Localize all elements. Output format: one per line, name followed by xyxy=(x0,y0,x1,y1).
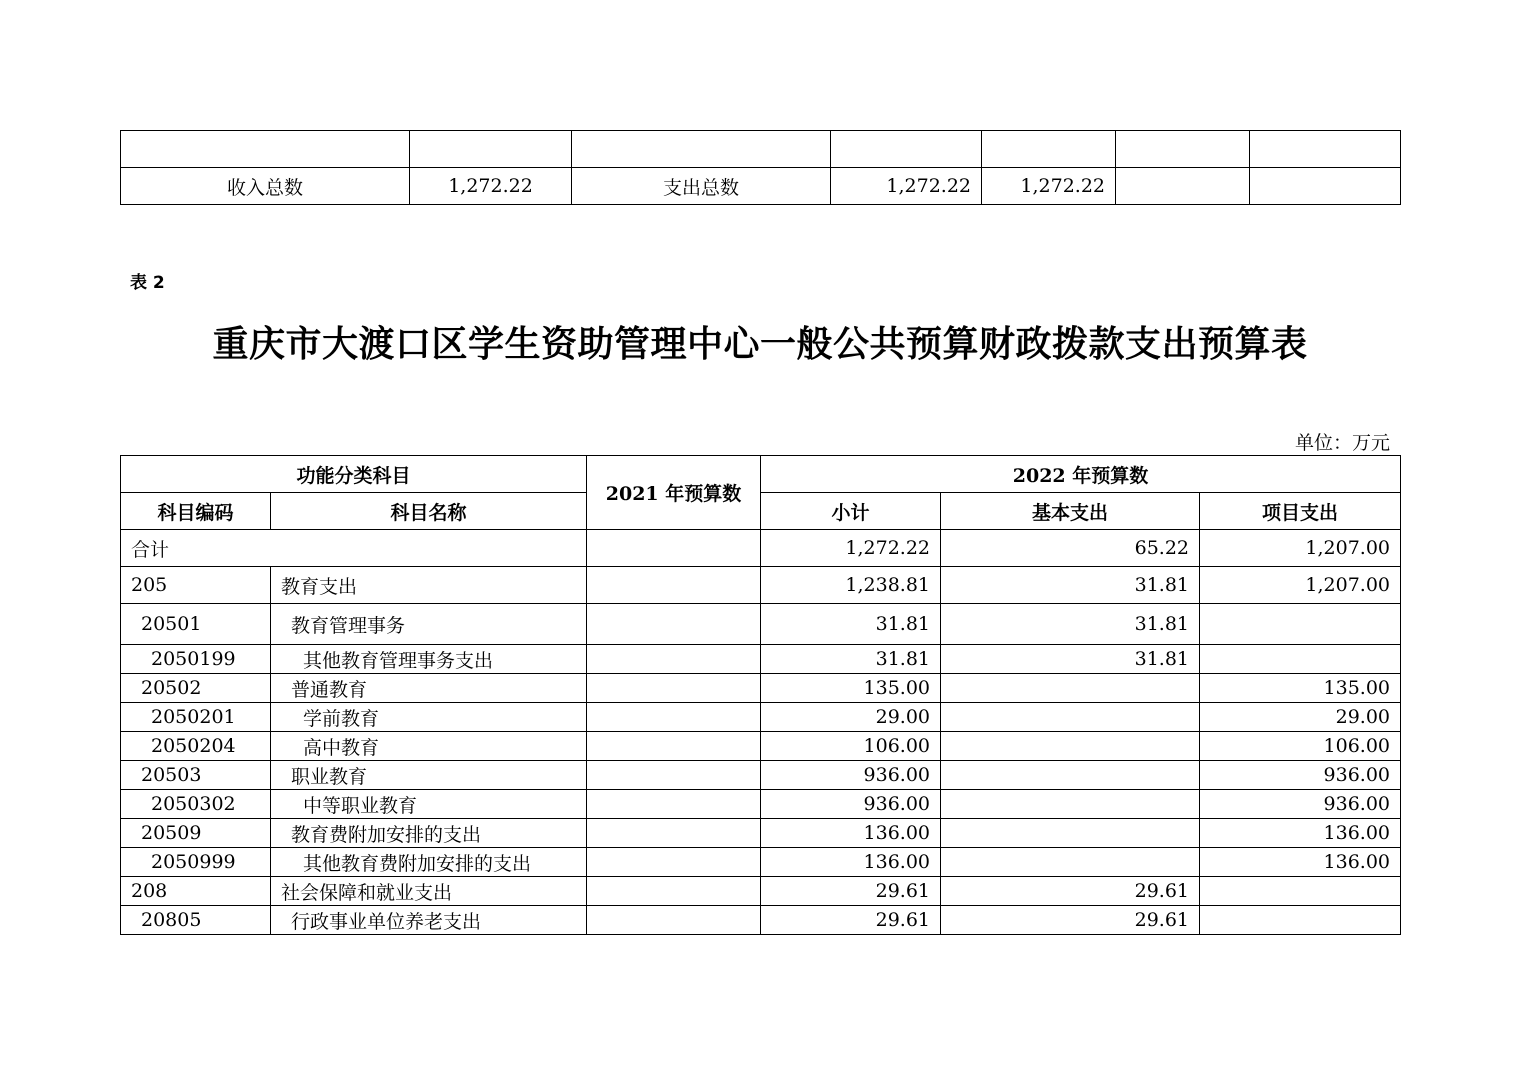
header-func-category: 功能分类科目 xyxy=(121,456,587,493)
row-code: 20502 xyxy=(121,674,271,703)
row-name: 普通教育 xyxy=(271,674,587,703)
row-basic: 31.81 xyxy=(941,567,1200,604)
row-name: 行政事业单位养老支出 xyxy=(271,906,587,935)
row-2021 xyxy=(587,604,761,645)
row-code: 20503 xyxy=(121,761,271,790)
table-row xyxy=(121,790,1401,819)
table-row xyxy=(121,567,1401,604)
expense-total-value-2: 1,272.22 xyxy=(982,168,1116,205)
row-project: 29.00 xyxy=(1200,703,1401,732)
row-code: 2050199 xyxy=(121,645,271,674)
row-2021 xyxy=(587,645,761,674)
row-2021 xyxy=(587,906,761,935)
row-code: 2050999 xyxy=(121,848,271,877)
row-name: 中等职业教育 xyxy=(271,790,587,819)
total-basic: 65.22 xyxy=(941,530,1200,567)
table-row xyxy=(121,877,1401,906)
row-project xyxy=(1200,877,1401,906)
row-2021 xyxy=(587,877,761,906)
table-row xyxy=(121,906,1401,935)
row-name: 社会保障和就业支出 xyxy=(271,877,587,906)
header-project: 项目支出 xyxy=(1200,493,1401,530)
header-subtotal: 小计 xyxy=(761,493,941,530)
header-code: 科目编码 xyxy=(121,493,271,530)
row-project: 136.00 xyxy=(1200,848,1401,877)
row-project xyxy=(1200,906,1401,935)
header-basic: 基本支出 xyxy=(941,493,1200,530)
empty-cell xyxy=(587,530,761,567)
row-subtotal: 29.61 xyxy=(761,906,941,935)
total-row xyxy=(121,530,1401,567)
row-subtotal: 136.00 xyxy=(761,819,941,848)
total-project: 1,207.00 xyxy=(1200,530,1401,567)
row-project xyxy=(1200,645,1401,674)
row-2021 xyxy=(587,674,761,703)
row-project: 936.00 xyxy=(1200,790,1401,819)
row-basic xyxy=(941,674,1200,703)
table-row xyxy=(121,168,1401,205)
page-title: 重庆市大渡口区学生资助管理中心一般公共预算财政拨款支出预算表 xyxy=(212,324,1308,365)
empty-cell xyxy=(1116,168,1250,205)
row-basic xyxy=(941,732,1200,761)
row-basic: 29.61 xyxy=(941,906,1200,935)
empty-cell xyxy=(1250,168,1401,205)
row-2021 xyxy=(587,790,761,819)
empty-cell xyxy=(572,131,831,168)
row-basic xyxy=(941,761,1200,790)
expense-total-value: 1,272.22 xyxy=(831,168,982,205)
row-project: 1,207.00 xyxy=(1200,567,1401,604)
row-2021 xyxy=(587,761,761,790)
row-project xyxy=(1200,604,1401,645)
table-row xyxy=(121,674,1401,703)
row-name: 其他教育费附加安排的支出 xyxy=(271,848,587,877)
row-project: 135.00 xyxy=(1200,674,1401,703)
table-row xyxy=(121,703,1401,732)
row-basic xyxy=(941,703,1200,732)
row-basic: 29.61 xyxy=(941,877,1200,906)
expense-total-label: 支出总数 xyxy=(572,168,831,205)
income-total-label: 收入总数 xyxy=(121,168,410,205)
row-code: 2050302 xyxy=(121,790,271,819)
budget-table xyxy=(120,455,1401,935)
row-basic: 31.81 xyxy=(941,645,1200,674)
table-row xyxy=(121,848,1401,877)
row-2021 xyxy=(587,848,761,877)
header-budget-2021: 2021 年预算数 xyxy=(587,456,761,530)
table-header-row xyxy=(121,493,1401,530)
row-code: 20509 xyxy=(121,819,271,848)
table-header-row xyxy=(121,456,1401,493)
table-row xyxy=(121,761,1401,790)
row-name: 教育支出 xyxy=(271,567,587,604)
row-2021 xyxy=(587,732,761,761)
unit-label: 单位：万元 xyxy=(1294,432,1390,454)
empty-cell xyxy=(1116,131,1250,168)
total-subtotal: 1,272.22 xyxy=(761,530,941,567)
row-name: 职业教育 xyxy=(271,761,587,790)
row-project: 106.00 xyxy=(1200,732,1401,761)
row-name: 其他教育管理事务支出 xyxy=(271,645,587,674)
empty-cell xyxy=(831,131,982,168)
header-name: 科目名称 xyxy=(271,493,587,530)
row-subtotal: 136.00 xyxy=(761,848,941,877)
empty-cell xyxy=(410,131,572,168)
row-2021 xyxy=(587,819,761,848)
table-row xyxy=(121,645,1401,674)
row-code: 2050201 xyxy=(121,703,271,732)
row-subtotal: 936.00 xyxy=(761,790,941,819)
row-subtotal: 1,238.81 xyxy=(761,567,941,604)
total-label: 合计 xyxy=(121,530,587,567)
row-name: 学前教育 xyxy=(271,703,587,732)
row-basic: 31.81 xyxy=(941,604,1200,645)
header-budget-2022: 2022 年预算数 xyxy=(761,456,1401,493)
row-basic xyxy=(941,790,1200,819)
row-code: 205 xyxy=(121,567,271,604)
row-subtotal: 29.61 xyxy=(761,877,941,906)
row-subtotal: 31.81 xyxy=(761,604,941,645)
table-number-label: 表 2 xyxy=(130,273,165,293)
row-project: 136.00 xyxy=(1200,819,1401,848)
row-code: 208 xyxy=(121,877,271,906)
row-basic xyxy=(941,848,1200,877)
row-name: 教育费附加安排的支出 xyxy=(271,819,587,848)
row-code: 20805 xyxy=(121,906,271,935)
row-2021 xyxy=(587,703,761,732)
row-2021 xyxy=(587,567,761,604)
row-subtotal: 31.81 xyxy=(761,645,941,674)
row-subtotal: 29.00 xyxy=(761,703,941,732)
empty-cell xyxy=(982,131,1116,168)
income-total-value: 1,272.22 xyxy=(410,168,572,205)
empty-cell xyxy=(121,131,410,168)
empty-cell xyxy=(1250,131,1401,168)
row-subtotal: 936.00 xyxy=(761,761,941,790)
table-row xyxy=(121,732,1401,761)
row-subtotal: 135.00 xyxy=(761,674,941,703)
row-name: 教育管理事务 xyxy=(271,604,587,645)
income-expense-summary-table xyxy=(120,130,1401,205)
row-code: 2050204 xyxy=(121,732,271,761)
table-row xyxy=(121,819,1401,848)
row-subtotal: 106.00 xyxy=(761,732,941,761)
table-row xyxy=(121,604,1401,645)
row-project: 936.00 xyxy=(1200,761,1401,790)
table-row xyxy=(121,131,1401,168)
row-name: 高中教育 xyxy=(271,732,587,761)
row-code: 20501 xyxy=(121,604,271,645)
row-basic xyxy=(941,819,1200,848)
